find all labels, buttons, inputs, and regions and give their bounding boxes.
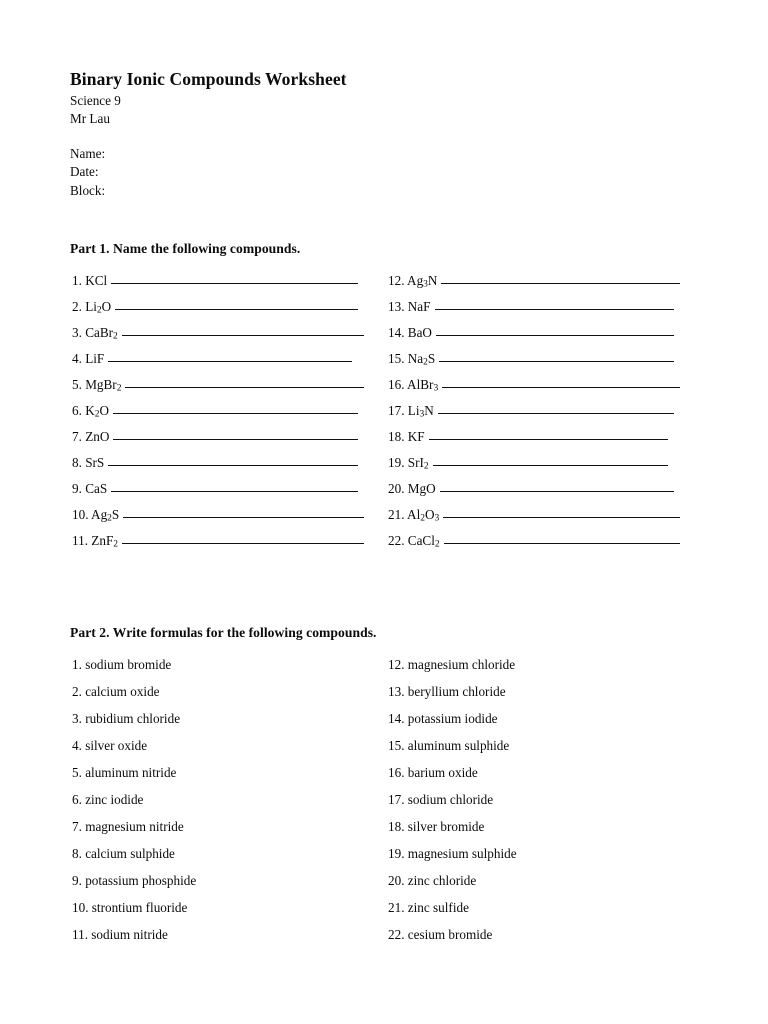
compound-blank-row	[72, 350, 364, 376]
compound-blank-row	[72, 506, 364, 532]
part-2-left-column	[72, 651, 372, 948]
answer-blank-line[interactable]	[122, 532, 364, 545]
field-name-label: Name:	[70, 145, 106, 161]
part-2-heading: Part 2. Write formulas for the following compounds.	[70, 625, 377, 640]
compound-blank-row	[72, 376, 364, 402]
answer-blank-line[interactable]	[438, 402, 674, 415]
part-1-right-column	[388, 272, 680, 558]
answer-blank-line[interactable]	[111, 480, 358, 493]
compound-name-row: 11. sodium nitride	[72, 927, 168, 942]
compound-formula-label: 12. $Ag_3N$	[388, 273, 438, 290]
answer-blank-line[interactable]	[436, 324, 674, 337]
answer-blank-line[interactable]	[441, 272, 680, 285]
compound-name-row: 2. calcium oxide	[72, 684, 160, 699]
compound-blank-row	[72, 428, 364, 454]
compound-blank-row	[72, 298, 364, 324]
compound-blank-row	[388, 532, 680, 558]
compound-formula-label: 13. NaF	[388, 299, 431, 314]
part-2-right-column	[388, 651, 688, 948]
answer-blank-line[interactable]	[443, 506, 680, 519]
compound-name-row: 3. rubidium chloride	[72, 711, 181, 726]
compound-formula-label: 4. LiF	[72, 351, 105, 366]
student-fields	[70, 145, 690, 201]
compound-blank-row	[72, 402, 364, 428]
compound-formula-label: 7. ZnO	[72, 429, 110, 444]
compound-name-row: 9. potassium phosphide	[72, 873, 197, 888]
compound-name-row: 4. silver oxide	[72, 738, 148, 753]
compound-formula-label: 18. KF	[388, 429, 425, 444]
teacher-line: Mr Lau	[70, 110, 110, 126]
answer-blank-line[interactable]	[108, 350, 352, 363]
answer-blank-line[interactable]	[115, 298, 358, 311]
compound-name-row: 1. sodium bromide	[72, 657, 172, 672]
answer-blank-line[interactable]	[113, 402, 358, 415]
compound-formula-label: 6. $K_2O$	[72, 403, 109, 420]
answer-blank-line[interactable]	[429, 428, 668, 441]
compound-formula-label: 14. BaO	[388, 325, 432, 340]
compound-name-row: 10. strontium fluoride	[72, 900, 188, 915]
compound-name-row: 13. beryllium chloride	[388, 684, 506, 699]
part-1-heading: Part 1. Name the following compounds.	[70, 241, 301, 256]
compound-blank-row	[72, 324, 364, 350]
compound-name-row: 19. magnesium sulphide	[388, 846, 517, 861]
compound-formula-label: 10. $Ag_2S$	[72, 507, 120, 524]
compound-name-row: 7. magnesium nitride	[72, 819, 184, 834]
compound-blank-row	[388, 324, 680, 350]
answer-blank-line[interactable]	[444, 532, 680, 545]
compound-formula-label: 5. MgBr$_2$	[72, 377, 122, 394]
compound-name-row: 5. aluminum nitride	[72, 765, 177, 780]
compound-formula-label: 2. $Li_2O$	[72, 299, 112, 316]
compound-formula-label: 20. MgO	[388, 481, 436, 496]
compound-formula-label: 19. SrI$_2$	[388, 455, 429, 472]
compound-blank-row	[388, 298, 680, 324]
answer-blank-line[interactable]	[123, 506, 364, 519]
answer-blank-line[interactable]	[442, 376, 680, 389]
compound-formula-label: 16. AlBr$_3$	[388, 377, 439, 394]
answer-blank-line[interactable]	[113, 428, 358, 441]
compound-formula-label: 21. $Al_2O_3$	[388, 507, 440, 524]
compound-name-row: 18. silver bromide	[388, 819, 485, 834]
compound-formula-label: 1. KCl	[72, 273, 108, 288]
compound-blank-row	[388, 454, 680, 480]
compound-name-row: 16. barium oxide	[388, 765, 478, 780]
compound-name-row: 8. calcium sulphide	[72, 846, 175, 861]
compound-formula-label: 22. CaCl$_2$	[388, 533, 440, 550]
compound-blank-row	[72, 532, 364, 558]
compound-blank-row	[388, 428, 680, 454]
page-title: Binary Ionic Compounds Worksheet	[70, 69, 347, 89]
compound-name-row: 17. sodium chloride	[388, 792, 494, 807]
answer-blank-line[interactable]	[440, 480, 674, 493]
compound-blank-row	[388, 480, 680, 506]
compound-blank-row	[72, 272, 364, 298]
answer-blank-line[interactable]	[439, 350, 674, 363]
compound-blank-row	[388, 402, 680, 428]
compound-name-row: 14. potassium iodide	[388, 711, 498, 726]
compound-blank-row	[388, 376, 680, 402]
compound-name-row: 21. zinc sulfide	[388, 900, 469, 915]
compound-formula-label: 8. SrS	[72, 455, 105, 470]
part-1-left-column	[72, 272, 364, 558]
answer-blank-line[interactable]	[108, 454, 358, 467]
compound-blank-row	[72, 480, 364, 506]
compound-blank-row	[388, 506, 680, 532]
answer-blank-line[interactable]	[125, 376, 364, 389]
field-block-label: Block:	[70, 182, 106, 198]
document-header	[70, 70, 690, 200]
compound-name-row: 6. zinc iodide	[72, 792, 144, 807]
compound-name-row: 22. cesium bromide	[388, 927, 493, 942]
answer-blank-line[interactable]	[435, 298, 675, 311]
compound-blank-row	[388, 350, 680, 376]
compound-formula-label: 11. ZnF$_2$	[72, 533, 119, 550]
answer-blank-line[interactable]	[122, 324, 364, 337]
answer-blank-line[interactable]	[433, 454, 668, 467]
compound-formula-label: 9. CaS	[72, 481, 108, 496]
compound-formula-label: 3. CaBr$_2$	[72, 325, 118, 342]
compound-formula-label: 15. $Na_2S$	[388, 351, 436, 368]
field-date-label: Date:	[70, 164, 99, 180]
answer-blank-line[interactable]	[111, 272, 358, 285]
course-line: Science 9	[70, 92, 121, 108]
compound-blank-row	[388, 272, 680, 298]
compound-name-row: 15. aluminum sulphide	[388, 738, 510, 753]
compound-name-row: 12. magnesium chloride	[388, 657, 516, 672]
compound-blank-row	[72, 454, 364, 480]
compound-name-row: 20. zinc chloride	[388, 873, 477, 888]
compound-formula-label: 17. $Li_3N$	[388, 403, 434, 420]
